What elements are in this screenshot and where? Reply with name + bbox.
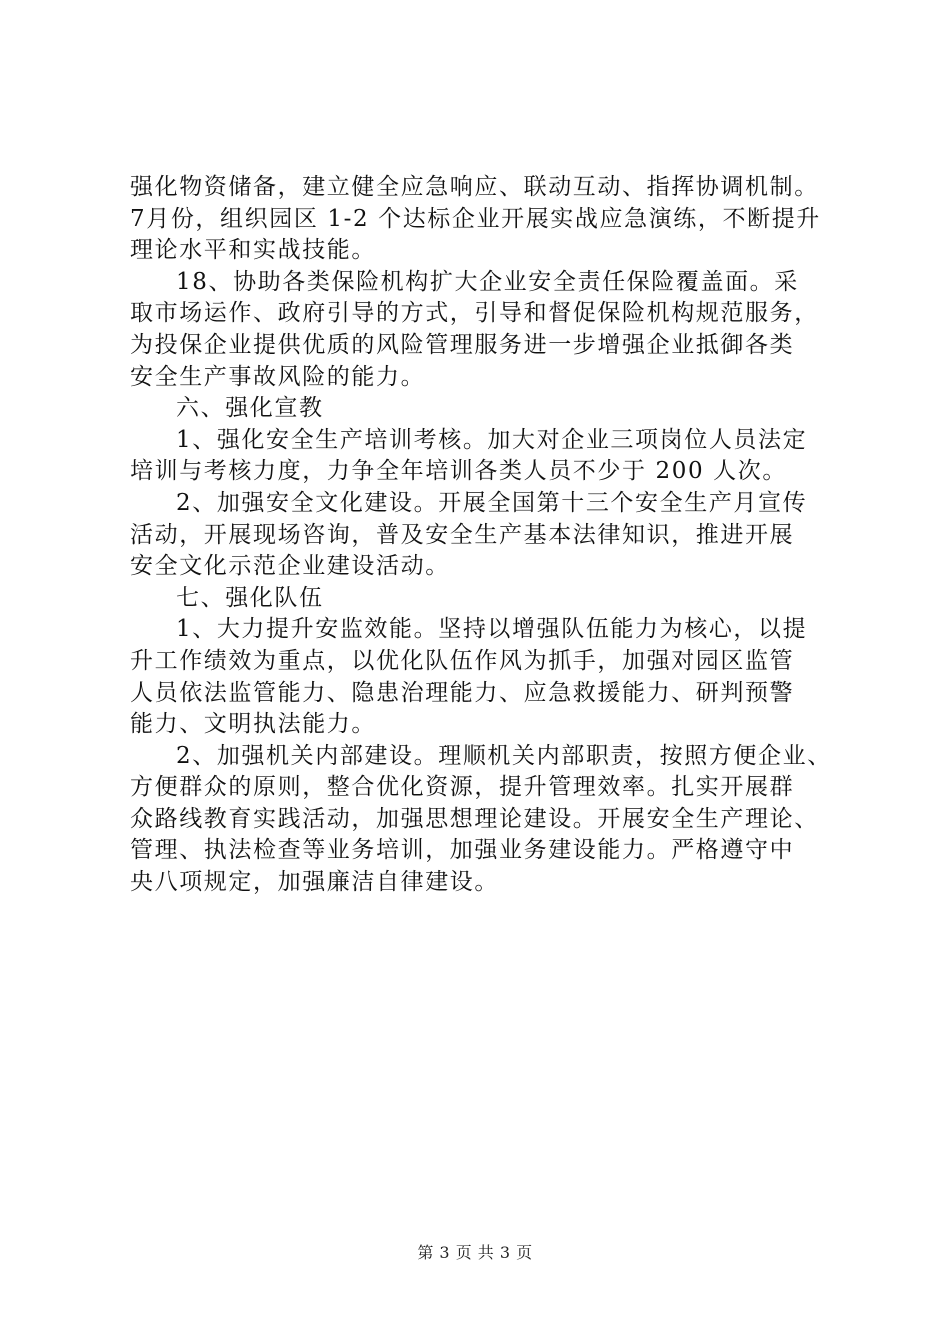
text-line: 理论水平和实战技能。	[130, 237, 376, 264]
text-line: 央八项规定，加强廉洁自律建设。	[130, 869, 499, 896]
text-line: 7月份，组织园区 1-2 个达标企业开展实战应急演练，不断提升	[130, 205, 821, 232]
text-line: 能力、文明执法能力。	[130, 711, 376, 738]
paragraph-start-line: 2、加强安全文化建设。开展全国第十三个安全生产月宣传	[176, 489, 808, 516]
text-line: 强化物资储备，建立健全应急响应、联动互动、指挥协调机制。	[130, 174, 819, 200]
text-line: 人员依法监管能力、隐患治理能力、应急救援能力、研判预警	[130, 679, 795, 706]
text-line: 安全生产事故风险的能力。	[130, 363, 426, 390]
text-line: 安全文化示范企业建设活动。	[130, 553, 450, 580]
text-line: 为投保企业提供优质的风险管理服务进一步增强企业抵御各类	[130, 331, 795, 358]
page-number-footer: 第 3 页 共 3 页	[417, 1243, 533, 1262]
section-heading: 七、强化队伍	[176, 584, 324, 611]
text-line: 方便群众的原则，整合优化资源，提升管理效率。扎实开展群	[130, 774, 795, 801]
text-line: 活动，开展现场咨询，普及安全生产基本法律知识，推进开展	[130, 521, 795, 548]
document-body	[130, 172, 830, 899]
paragraph-start-line: 18、协助各类保险机构扩大企业安全责任保险覆盖面。采	[176, 268, 799, 295]
text-line: 培训与考核力度，力争全年培训各类人员不少于 200 人次。	[130, 458, 787, 485]
paragraph-start-line: 2、加强机关内部建设。理顺机关内部职责，按照方便企业、	[176, 742, 832, 769]
text-line: 管理、执法检查等业务培训，加强业务建设能力。严格遵守中	[130, 837, 795, 864]
section-heading: 六、强化宣教	[176, 395, 324, 422]
text-line: 升工作绩效为重点，以优化队伍作风为抓手，加强对园区监管	[130, 647, 795, 674]
paragraph-start-line: 1、大力提升安监效能。坚持以增强队伍能力为核心，以提	[176, 616, 808, 643]
text-line: 众路线教育实践活动，加强思想理论建设。开展安全生产理论、	[130, 805, 819, 832]
paragraph-start-line: 1、强化安全生产培训考核。加大对企业三项岗位人员法定	[176, 426, 808, 453]
text-line: 取市场运作、政府引导的方式，引导和督促保险机构规范服务，	[130, 300, 819, 327]
